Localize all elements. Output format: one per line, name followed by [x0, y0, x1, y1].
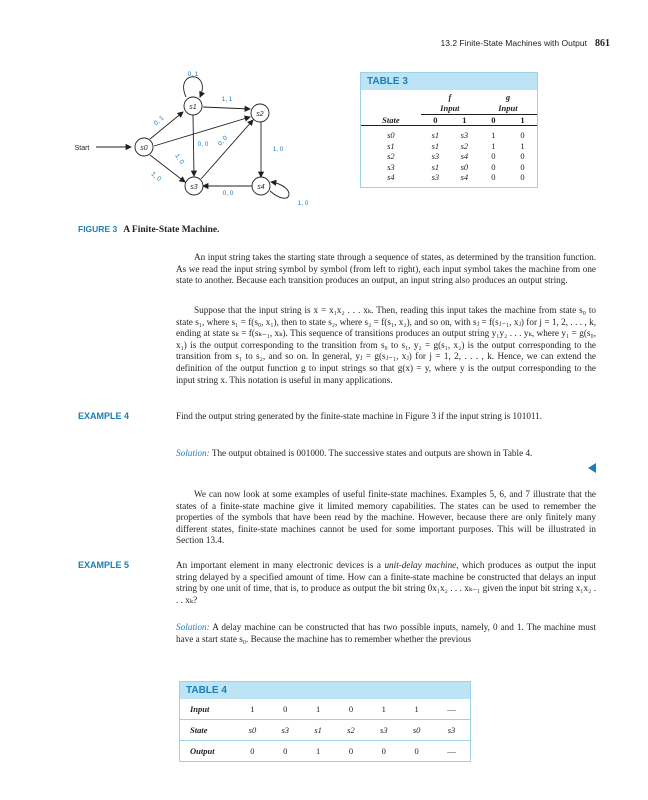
example-4-solution [176, 448, 596, 460]
page-number: 861 [595, 38, 610, 49]
table-3-state-header: State [361, 114, 421, 126]
s3-s2-edge [201, 120, 253, 179]
end-of-example-icon [588, 463, 596, 473]
edge-label-s1-s3: 1, 0 [173, 152, 186, 166]
solution-label: Solution: [176, 622, 210, 632]
table-3-caption: TABLE 3 [361, 73, 537, 90]
s4-loop-edge [270, 182, 289, 198]
example-5-solution [176, 622, 596, 645]
edge-label-s0-s3: 1, 0 [149, 170, 163, 183]
example-5-text: An important element in many electronic devices is a unit-delay machine, which produces as output the input string delayed by a specified amount of time. How can a finite-state machine be constructed that delays an input string by one unit of time, that is, to produce as output the bit string 0x₁x₂ . . . xₖ₋₁ given the input bit string x₁x₂ . . . xₖ? [176, 560, 597, 605]
table-row: s3 s1 s0 0 0 [387, 161, 525, 172]
s1-s3-edge [193, 115, 194, 176]
table-row: s1 s1 s2 1 1 [387, 140, 525, 151]
example-4-text: Find the output string generated by the finite-state machine in Figure 3 if the input string is 101011. [176, 411, 543, 421]
figure-title: A Finite-State Machine. [123, 225, 220, 235]
paragraph-2: Suppose that the input string is x = x₁x₂ . . . xₖ. Then, reading this input takes the machine from state s₀ to state s₁, where s₁ = f(s₀, x₁), then to state s₂, where s₂ = f(s₁, x₂), and so on, with sⱼ = f(sⱼ₋₁, xⱼ) for j = 1, 2, . . . , k, ending at state sₖ = f(sₖ₋₁, xₖ). This sequence of transitions produces an output string y₁y₂ . . . yₖ, where y₁ = g(s₀, x₁) is the output corresponding to the transition from s₀ to s₁, y₂ = g(s₁, x₂) is the output corresponding to the transition from s₁ to s₂, and so on. In general, yⱼ = g(sⱼ₋₁, xⱼ) for j = 1, 2, . . . , k. Hence, we can extend the definition of the output function g to input strings so that g(x) = y, where y is the output corresponding to the input string x. This notation is useful in many applications. [176, 305, 596, 385]
table-4-grid [180, 699, 470, 761]
edge-label-s1-loop: 0, 1 [187, 71, 199, 78]
edge-label-s1-s2: 1, 1 [221, 96, 233, 103]
state-s2-label: s2 [256, 111, 264, 118]
table-row: Input 1 0 1 0 1 1 — [180, 699, 470, 720]
table-row: s4 s3 s4 0 0 [387, 172, 525, 183]
paragraph-1: An input string takes the starting state through a sequence of states, as determined by the transition function. As we read the input string symbol by symbol (from left to right), each input symbol takes the machine from one state to another. Because each transition produces an output, an input string also produces an output string. [176, 252, 596, 286]
table-3-f-input: Input [421, 103, 479, 114]
table-3-g-input-0: 0 [479, 114, 508, 126]
edge-label-s0-s2: 0, 0 [197, 141, 209, 148]
example-5-solution-text: A delay machine can be constructed that has two possible inputs, namely, 0 and 1. The machine must have a start state s₀. Because the machine has to remember whether the previous [176, 622, 596, 644]
table-3-g-input: Input [479, 103, 537, 114]
table-row: s2 s3 s4 0 0 [387, 151, 525, 162]
example-4-solution-text: The output obtained is 001000. The successive states and outputs are shown in Table 4. [211, 448, 533, 458]
paragraph-3: We can now look at some examples of useful finite-state machines. Examples 5, 6, and 7 illustrate that the states of a finite-state machine give it limited memory capabilities. The states can be used to remember the properties of the symbols that have been read by the machine. However, because there are only finitely many different states, finite-state machines cannot be used for some important purposes. This will be illustrated in Section 13.4. [176, 489, 596, 546]
table-3-f-input-0: 0 [421, 114, 450, 126]
state-s1-label: s1 [189, 104, 197, 111]
table-row: s0 s1 s3 1 0 [387, 130, 525, 141]
table-3-f-input-1: 1 [450, 114, 479, 126]
table-3 [360, 72, 538, 188]
edge-label-s2-s4: 1, 0 [272, 146, 284, 153]
start-label: Start [74, 145, 90, 152]
figure-caption [78, 224, 220, 235]
unit-delay-term: unit-delay machine [384, 560, 457, 570]
table-3-grid [361, 90, 537, 187]
table-row: State s0 s3 s1 s2 s3 s0 s3 [180, 720, 470, 741]
table-4-caption: TABLE 4 [180, 682, 470, 699]
edge-label-s0-s1: 0, 1 [152, 114, 166, 128]
example-5-label: EXAMPLE 5 [78, 560, 130, 570]
state-s3-label: s3 [190, 184, 198, 191]
state-s0-label: s0 [140, 145, 148, 152]
running-head-title: 13.2 Finite-State Machines with Output [440, 38, 587, 48]
table-row: Output 0 0 1 0 0 0 — [190, 746, 456, 756]
edge-label-s3-s2: 0, 0 [216, 134, 230, 148]
figure-label: FIGURE 3 [78, 224, 118, 234]
s1-loop-edge [184, 77, 203, 97]
state-s4-label: s4 [257, 184, 265, 191]
s1-s2-edge [203, 107, 250, 109]
state-diagram [70, 62, 340, 217]
solution-label: Solution: [176, 448, 210, 458]
example-4-label: EXAMPLE 4 [78, 411, 130, 421]
edge-label-s4-s3: 0, 0 [222, 190, 234, 197]
running-head [441, 38, 610, 49]
table-3-f-header: f [448, 91, 452, 102]
table-3-g-input-1: 1 [508, 114, 537, 126]
edge-label-s4-loop: 1, 0 [297, 200, 309, 207]
table-3-g-header: g [505, 91, 511, 102]
table-4 [179, 681, 471, 762]
